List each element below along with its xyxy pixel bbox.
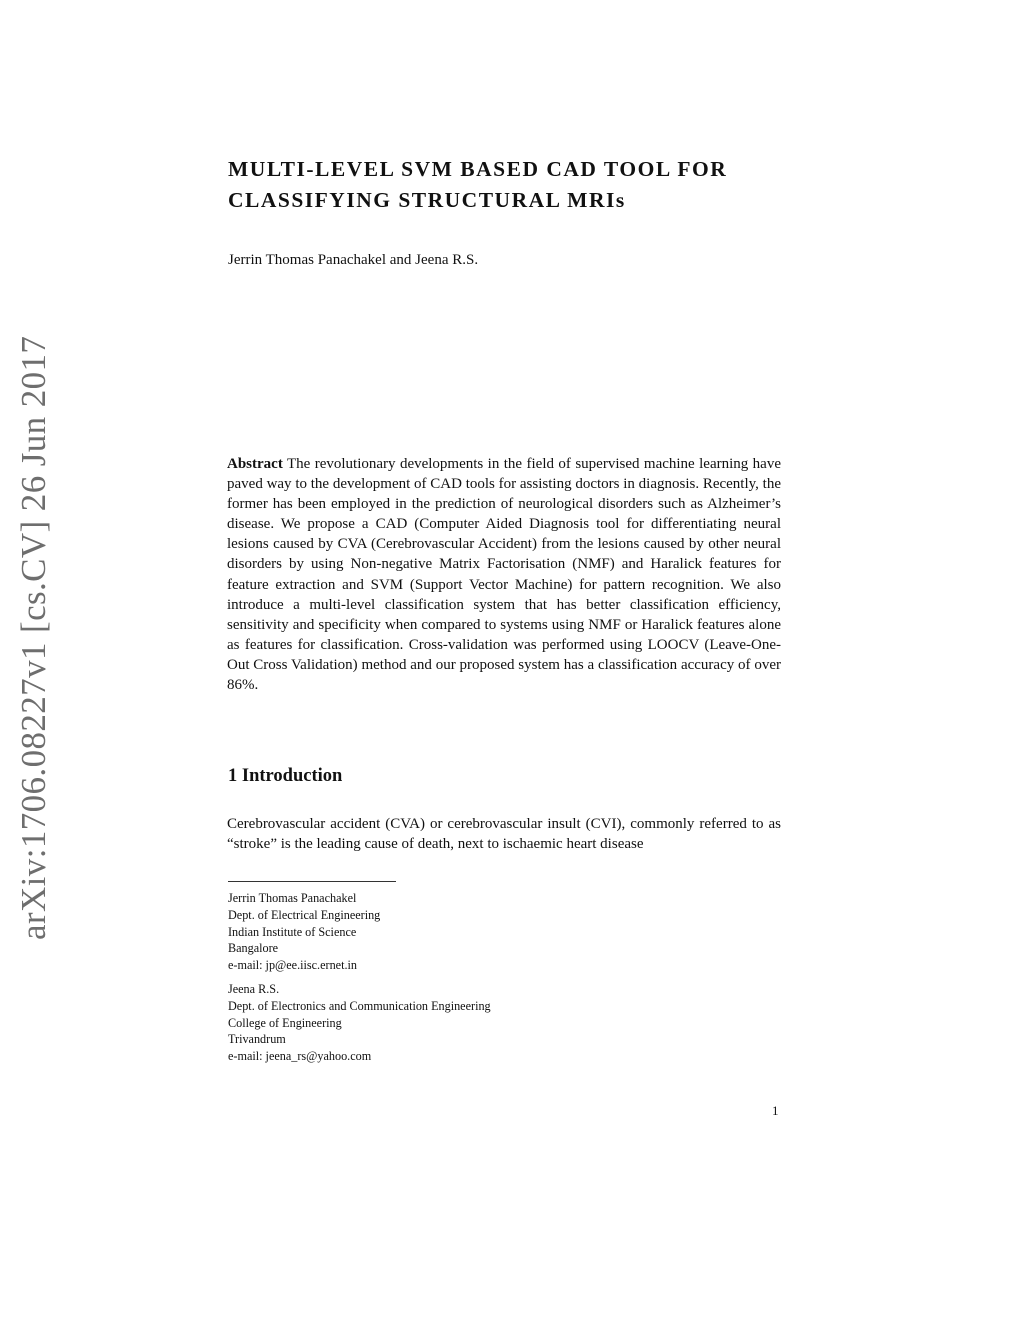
affiliation-block-1 xyxy=(228,890,728,974)
affiliation-institute: Indian Institute of Science xyxy=(228,924,357,939)
affiliation-email: e-mail: jp@ee.iisc.ernet.in xyxy=(228,958,357,973)
affiliation-block-2 xyxy=(228,981,728,1065)
paper-title-line-2: CLASSIFYING STRUCTURAL MRIs xyxy=(228,188,626,212)
affiliation-email: e-mail: jeena_rs@yahoo.com xyxy=(228,1049,372,1064)
affiliation-institute: College of Engineering xyxy=(228,1015,342,1030)
affiliation-department: Dept. of Electrical Engineering xyxy=(228,907,381,922)
affiliation-name: Jeena R.S. xyxy=(228,982,280,996)
affiliation-department: Dept. of Electronics and Communication Engineering xyxy=(228,998,491,1013)
abstract xyxy=(227,454,781,695)
affiliation-name: Jerrin Thomas Panachakel xyxy=(228,891,357,905)
abstract-text: The revolutionary developments in the field of supervised machine learning have paved way to the development of CAD tools for assisting doctors in diagnosis. Recently, the former has been employed in the prediction of neurological disorders such as Alzheimer’s disease. We propose a CAD (Computer Aided Diagnosis tool for differentiating neural lesions caused by CVA (Cerebrovascular Accident) from the lesions caused by other neural disorders by using Non-negative Matrix Factorisation (NMF) and Haralick features for feature extraction and SVM (Support Vector Machine) for pattern recognition. We also introduce a multi-level classification system that has better classification efficiency, sensitivity and specificity when compared to systems using NMF or Haralick features alone as features for classification. Cross-validation was performed using LOOCV (Leave-One-Out Cross Validation) method and our proposed system has a classification accuracy of over 86%. xyxy=(227,456,781,694)
introduction-paragraph: Cerebrovascular accident (CVA) or cerebrovascular insult (CVI), commonly referred to as “stroke” is the leading cause of death, next to ischaemic heart disease xyxy=(227,816,781,853)
affiliation-city: Bangalore xyxy=(228,941,279,956)
paper-title-line-1: MULTI-LEVEL SVM BASED CAD TOOL FOR xyxy=(228,157,728,181)
abstract-label: Abstract xyxy=(227,456,283,472)
author-list: Jerrin Thomas Panachakel and Jeena R.S. xyxy=(228,252,479,268)
footnote-divider xyxy=(228,881,396,882)
affiliation-city: Trivandrum xyxy=(228,1032,286,1047)
section-heading-introduction: 1 Introduction xyxy=(228,766,343,786)
page-number: 1 xyxy=(772,1103,779,1118)
arxiv-identifier-stamp: arXiv:1706.08227v1 [cs.CV] 26 Jun 2017 xyxy=(14,335,53,940)
paper-title xyxy=(228,154,788,216)
